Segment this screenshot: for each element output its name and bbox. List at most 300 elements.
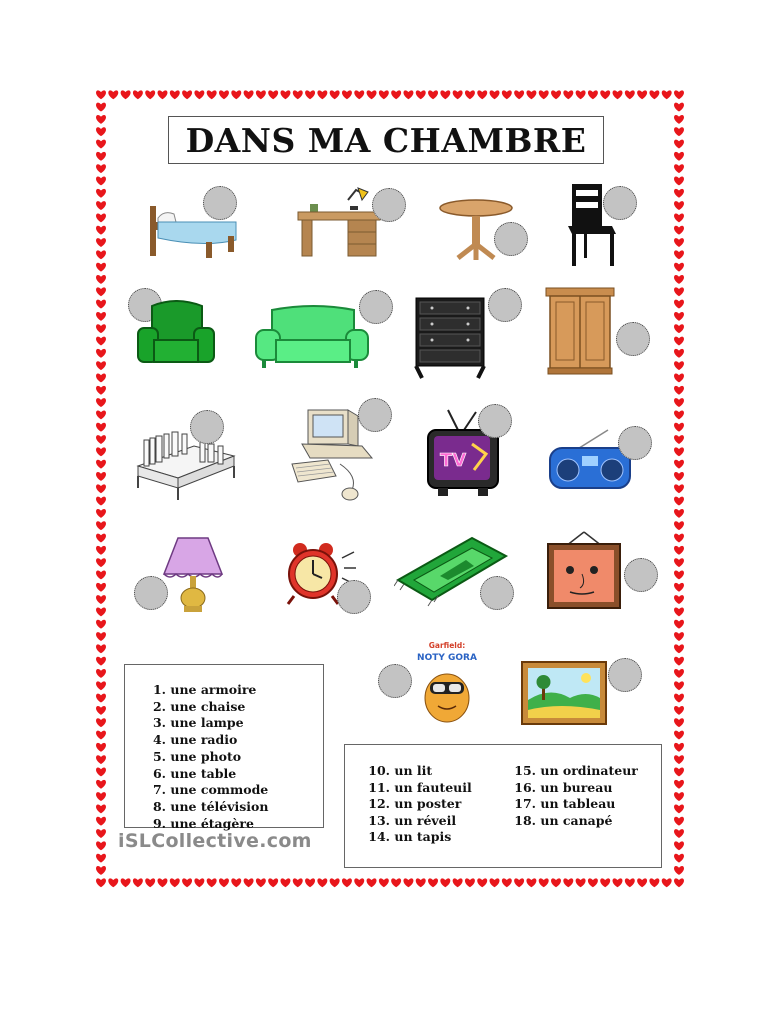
- word-list-item: [362, 796, 461, 811]
- heart-icon: [96, 312, 106, 321]
- heart-icon: [674, 275, 684, 284]
- heart-icon: [96, 361, 106, 370]
- heart-icon: [108, 90, 118, 99]
- heart-icon: [674, 423, 684, 432]
- heart-icon: [453, 878, 463, 887]
- heart-icon: [96, 718, 106, 727]
- heart-icon: [502, 90, 512, 99]
- item-word: un lit: [390, 763, 433, 778]
- heart-icon: [219, 90, 229, 99]
- heart-icon: [649, 90, 659, 99]
- heart-icon: [403, 90, 413, 99]
- desk-illustration: [296, 186, 382, 260]
- heart-icon: [96, 263, 106, 272]
- heart-icon: [588, 878, 598, 887]
- answer-circle[interactable]: [337, 580, 371, 614]
- word-list-item: [362, 813, 456, 828]
- heart-icon: [96, 201, 106, 210]
- heart-icon: [563, 878, 573, 887]
- item-word: un canapé: [536, 812, 613, 828]
- heart-icon: [674, 780, 684, 789]
- heart-icon: [96, 644, 106, 653]
- heart-icon: [244, 878, 254, 887]
- heart-icon: [674, 226, 684, 235]
- heart-icon: [96, 534, 106, 543]
- heart-icon: [674, 410, 684, 419]
- heart-icon: [96, 152, 106, 161]
- heart-icon: [96, 731, 106, 740]
- item-number: 6.: [152, 765, 166, 781]
- answer-circle[interactable]: [372, 188, 406, 222]
- heart-icon: [96, 854, 106, 863]
- poster-subtitle: NOTY GORA: [417, 653, 477, 663]
- heart-icon: [96, 521, 106, 530]
- item-number: 15.: [514, 763, 536, 778]
- heart-icon: [96, 275, 106, 284]
- word-list-item: [146, 682, 256, 697]
- heart-icon: [158, 878, 168, 887]
- heart-icon: [674, 90, 684, 99]
- item-word: un ordinateur: [536, 763, 638, 778]
- heart-icon: [96, 423, 106, 432]
- heart-icon: [342, 90, 352, 99]
- heart-icon: [674, 140, 684, 149]
- heart-icon: [674, 817, 684, 826]
- heart-icon: [490, 878, 500, 887]
- sofa-illustration: [254, 304, 370, 372]
- heart-icon: [674, 755, 684, 764]
- svg-text:TV: TV: [440, 450, 467, 471]
- heart-icon: [637, 878, 647, 887]
- heart-icon: [403, 878, 413, 887]
- heart-icon: [231, 90, 241, 99]
- answer-circle[interactable]: [624, 558, 658, 592]
- heart-icon: [317, 90, 327, 99]
- heart-icon: [96, 841, 106, 850]
- heart-icon: [96, 484, 106, 493]
- heart-icon: [96, 768, 106, 777]
- heart-icon: [526, 878, 536, 887]
- heart-icon: [96, 829, 106, 838]
- heart-icon: [293, 878, 303, 887]
- item-number: 7.: [152, 782, 166, 798]
- word-list-item: [146, 732, 237, 747]
- answer-circle[interactable]: [134, 576, 168, 610]
- word-list-item: [362, 829, 451, 844]
- item-number: 4.: [152, 732, 166, 748]
- item-number: 16.: [514, 779, 536, 795]
- heart-icon: [600, 90, 610, 99]
- heart-icon: [96, 878, 106, 887]
- heart-icon: [379, 90, 389, 99]
- item-number: 2.: [152, 698, 166, 714]
- heart-icon: [674, 152, 684, 161]
- heart-icon: [96, 300, 106, 309]
- heart-icon: [674, 657, 684, 666]
- answer-circle[interactable]: [618, 426, 652, 460]
- heart-icon: [133, 878, 143, 887]
- heart-icon: [96, 337, 106, 346]
- heart-icon: [674, 398, 684, 407]
- heart-icon: [108, 878, 118, 887]
- heart-icon: [674, 829, 684, 838]
- heart-icon: [416, 90, 426, 99]
- heart-icon: [674, 583, 684, 592]
- heart-icon: [674, 189, 684, 198]
- item-word: une chaise: [166, 698, 246, 714]
- item-number: 1.: [152, 682, 166, 697]
- heart-icon: [96, 669, 106, 678]
- heart-icon: [96, 743, 106, 752]
- bookshelf-illustration: [134, 426, 236, 502]
- heart-icon: [674, 669, 684, 678]
- heart-icon: [158, 90, 168, 99]
- heart-icon: [96, 435, 106, 444]
- word-list-item: [508, 763, 638, 778]
- heart-icon: [674, 854, 684, 863]
- heart-icon: [182, 878, 192, 887]
- heart-icon: [96, 804, 106, 813]
- heart-icon: [674, 509, 684, 518]
- item-word: un poster: [390, 796, 462, 812]
- answer-circle[interactable]: [616, 322, 650, 356]
- heart-icon: [613, 90, 623, 99]
- heart-icon: [96, 497, 106, 506]
- word-list-item: [146, 799, 268, 814]
- heart-icon: [440, 90, 450, 99]
- heart-icon: [477, 90, 487, 99]
- heart-icon: [96, 164, 106, 173]
- item-number: 17.: [514, 796, 536, 812]
- heart-icon: [305, 878, 315, 887]
- heart-icon: [674, 374, 684, 383]
- heart-icon: [674, 792, 684, 801]
- item-word: une télévision: [166, 798, 269, 814]
- heart-icon: [96, 140, 106, 149]
- heart-icon: [317, 878, 327, 887]
- heart-icon: [674, 103, 684, 112]
- heart-icon: [96, 103, 106, 112]
- heart-icon: [194, 878, 204, 887]
- item-word: un tableau: [536, 796, 616, 812]
- heart-icon: [674, 127, 684, 136]
- heart-icon: [674, 571, 684, 580]
- heart-icon: [674, 841, 684, 850]
- heart-icon: [674, 386, 684, 395]
- heart-icon: [96, 250, 106, 259]
- heart-icon: [170, 878, 180, 887]
- heart-icon: [256, 90, 266, 99]
- heart-icon: [613, 878, 623, 887]
- item-number: 9.: [152, 815, 166, 831]
- heart-icon: [674, 361, 684, 370]
- word-list-item: [508, 780, 612, 795]
- word-list-item: [146, 766, 236, 781]
- heart-icon: [674, 460, 684, 469]
- heart-icon: [194, 90, 204, 99]
- heart-icon: [428, 90, 438, 99]
- heart-icon: [674, 324, 684, 333]
- poster-illustration: [412, 636, 482, 728]
- photo-frame-illustration: [546, 530, 622, 610]
- heart-icon: [625, 90, 635, 99]
- heart-icon: [96, 115, 106, 124]
- chest-of-drawers-illustration: [412, 294, 488, 380]
- heart-icon: [170, 90, 180, 99]
- heart-icon: [453, 90, 463, 99]
- lamp-illustration: [160, 536, 226, 616]
- heart-icon: [96, 226, 106, 235]
- answer-circle[interactable]: [488, 288, 522, 322]
- heart-icon: [490, 90, 500, 99]
- heart-icon: [514, 878, 524, 887]
- answer-circle[interactable]: [359, 290, 393, 324]
- item-word: une radio: [166, 732, 238, 748]
- painting-illustration: [520, 660, 608, 726]
- word-list-item: [146, 782, 268, 797]
- heart-icon: [514, 90, 524, 99]
- heart-icon: [637, 90, 647, 99]
- heart-icon: [391, 878, 401, 887]
- heart-icon: [674, 201, 684, 210]
- heart-icon: [96, 755, 106, 764]
- heart-icon: [182, 90, 192, 99]
- heart-icon: [662, 878, 672, 887]
- heart-icon: [674, 521, 684, 530]
- item-number: 10.: [368, 763, 390, 778]
- heart-icon: [121, 878, 131, 887]
- heart-icon: [305, 90, 315, 99]
- heart-icon: [674, 768, 684, 777]
- heart-icon: [600, 878, 610, 887]
- heart-icon: [674, 595, 684, 604]
- heart-icon: [674, 694, 684, 703]
- heart-icon: [96, 410, 106, 419]
- answer-circle[interactable]: [494, 222, 528, 256]
- heart-icon: [674, 866, 684, 875]
- heart-icon: [96, 287, 106, 296]
- heart-icon: [674, 607, 684, 616]
- heart-icon: [674, 497, 684, 506]
- heart-icon: [96, 583, 106, 592]
- heart-icon: [96, 632, 106, 641]
- heart-icon: [96, 558, 106, 567]
- heart-icon: [674, 706, 684, 715]
- heart-icon: [674, 731, 684, 740]
- heart-icon: [96, 595, 106, 604]
- heart-icon: [588, 90, 598, 99]
- item-word: un fauteuil: [390, 779, 472, 795]
- armchair-illustration: [136, 300, 216, 368]
- item-word: une commode: [166, 782, 269, 798]
- answer-circle[interactable]: [480, 576, 514, 610]
- heart-icon: [96, 349, 106, 358]
- item-word: une table: [166, 765, 237, 781]
- heart-icon: [416, 878, 426, 887]
- heart-icon: [96, 386, 106, 395]
- heart-icon: [674, 804, 684, 813]
- heart-icon: [96, 472, 106, 481]
- heart-icon: [354, 878, 364, 887]
- heart-icon: [674, 447, 684, 456]
- word-list-item: [146, 816, 254, 831]
- heart-icon: [96, 90, 106, 99]
- heart-icon: [674, 213, 684, 222]
- heart-icon: [145, 90, 155, 99]
- word-list-item: [146, 699, 245, 714]
- item-number: 8.: [152, 798, 166, 814]
- heart-icon: [96, 607, 106, 616]
- heart-icon: [539, 878, 549, 887]
- item-word: une lampe: [166, 715, 244, 731]
- heart-icon: [145, 878, 155, 887]
- item-number: 13.: [368, 812, 390, 828]
- wardrobe-illustration: [544, 286, 616, 378]
- heart-icon: [674, 349, 684, 358]
- answer-circle[interactable]: [358, 398, 392, 432]
- heart-icon: [280, 878, 290, 887]
- heart-icon: [280, 90, 290, 99]
- heart-icon: [674, 484, 684, 493]
- heart-icon: [674, 287, 684, 296]
- heart-icon: [96, 127, 106, 136]
- heart-icon: [674, 250, 684, 259]
- heart-icon: [674, 164, 684, 173]
- heart-icon: [293, 90, 303, 99]
- heart-icon: [133, 90, 143, 99]
- heart-icon: [96, 324, 106, 333]
- heart-icon: [625, 878, 635, 887]
- heart-icon: [342, 878, 352, 887]
- item-word: un réveil: [390, 812, 457, 828]
- heart-icon: [576, 90, 586, 99]
- heart-icon: [207, 90, 217, 99]
- heart-icon: [662, 90, 672, 99]
- heart-icon: [551, 90, 561, 99]
- answer-circle[interactable]: [203, 186, 237, 220]
- word-list-item: [508, 796, 615, 811]
- heart-icon: [674, 878, 684, 887]
- item-number: 3.: [152, 715, 166, 731]
- answer-circle[interactable]: [608, 658, 642, 692]
- heart-icon: [465, 878, 475, 887]
- heart-icon: [96, 657, 106, 666]
- word-list-item: [362, 763, 432, 778]
- heart-icon: [440, 878, 450, 887]
- heart-icon: [674, 115, 684, 124]
- item-number: 11.: [368, 779, 390, 795]
- heart-icon: [231, 878, 241, 887]
- heart-icon: [330, 878, 340, 887]
- heart-icon: [354, 90, 364, 99]
- heart-icon: [576, 878, 586, 887]
- item-number: 14.: [368, 829, 390, 845]
- heart-icon: [96, 213, 106, 222]
- heart-icon: [674, 263, 684, 272]
- heart-icon: [674, 718, 684, 727]
- heart-icon: [674, 534, 684, 543]
- heart-icon: [96, 706, 106, 715]
- heart-icon: [563, 90, 573, 99]
- heart-icon: [674, 644, 684, 653]
- heart-icon: [96, 447, 106, 456]
- poster-title: Garfield:: [428, 641, 466, 650]
- answer-circle[interactable]: [378, 664, 412, 698]
- heart-icon: [674, 435, 684, 444]
- item-word: une photo: [166, 748, 242, 764]
- heart-icon: [674, 300, 684, 309]
- answer-circle[interactable]: [478, 404, 512, 438]
- heart-icon: [256, 878, 266, 887]
- heart-icon: [674, 177, 684, 186]
- heart-icon: [674, 743, 684, 752]
- heart-icon: [207, 878, 217, 887]
- item-word: une étagère: [166, 815, 254, 831]
- item-number: 12.: [368, 796, 390, 812]
- heart-icon: [428, 878, 438, 887]
- heart-icon: [674, 632, 684, 641]
- word-list-item: [508, 813, 612, 828]
- page-title: DANS MA CHAMBRE: [185, 120, 587, 160]
- heart-icon: [539, 90, 549, 99]
- heart-icon: [551, 878, 561, 887]
- heart-icon: [96, 546, 106, 555]
- heart-icon: [96, 571, 106, 580]
- heart-icon: [674, 238, 684, 247]
- heart-icon: [96, 681, 106, 690]
- answer-circle[interactable]: [603, 186, 637, 220]
- heart-icon: [219, 878, 229, 887]
- heart-icon: [379, 878, 389, 887]
- heart-icon: [330, 90, 340, 99]
- heart-icon: [121, 90, 131, 99]
- heart-icon: [674, 681, 684, 690]
- word-list-item: [362, 780, 472, 795]
- heart-icon: [96, 694, 106, 703]
- heart-icon: [477, 878, 487, 887]
- heart-icon: [465, 90, 475, 99]
- heart-icon: [674, 337, 684, 346]
- heart-icon: [674, 546, 684, 555]
- heart-icon: [96, 620, 106, 629]
- answer-circle[interactable]: [190, 410, 224, 444]
- heart-icon: [268, 878, 278, 887]
- heart-icon: [674, 472, 684, 481]
- heart-icon: [96, 189, 106, 198]
- item-number: 18.: [514, 812, 536, 828]
- heart-icon: [96, 238, 106, 247]
- item-word: un tapis: [390, 829, 452, 845]
- heart-icon: [96, 460, 106, 469]
- heart-icon: [502, 878, 512, 887]
- item-word: un bureau: [536, 779, 613, 795]
- word-list-item: [146, 715, 244, 730]
- watermark: iSLCollective.com: [118, 830, 312, 852]
- heart-icon: [526, 90, 536, 99]
- heart-icon: [96, 398, 106, 407]
- heart-icon: [674, 558, 684, 567]
- heart-icon: [268, 90, 278, 99]
- heart-icon: [391, 90, 401, 99]
- heart-icon: [96, 177, 106, 186]
- heart-icon: [96, 374, 106, 383]
- heart-icon: [649, 878, 659, 887]
- heart-icon: [244, 90, 254, 99]
- heart-icon: [96, 509, 106, 518]
- title-box: [168, 116, 604, 164]
- heart-icon: [96, 792, 106, 801]
- item-word: une armoire: [166, 682, 257, 697]
